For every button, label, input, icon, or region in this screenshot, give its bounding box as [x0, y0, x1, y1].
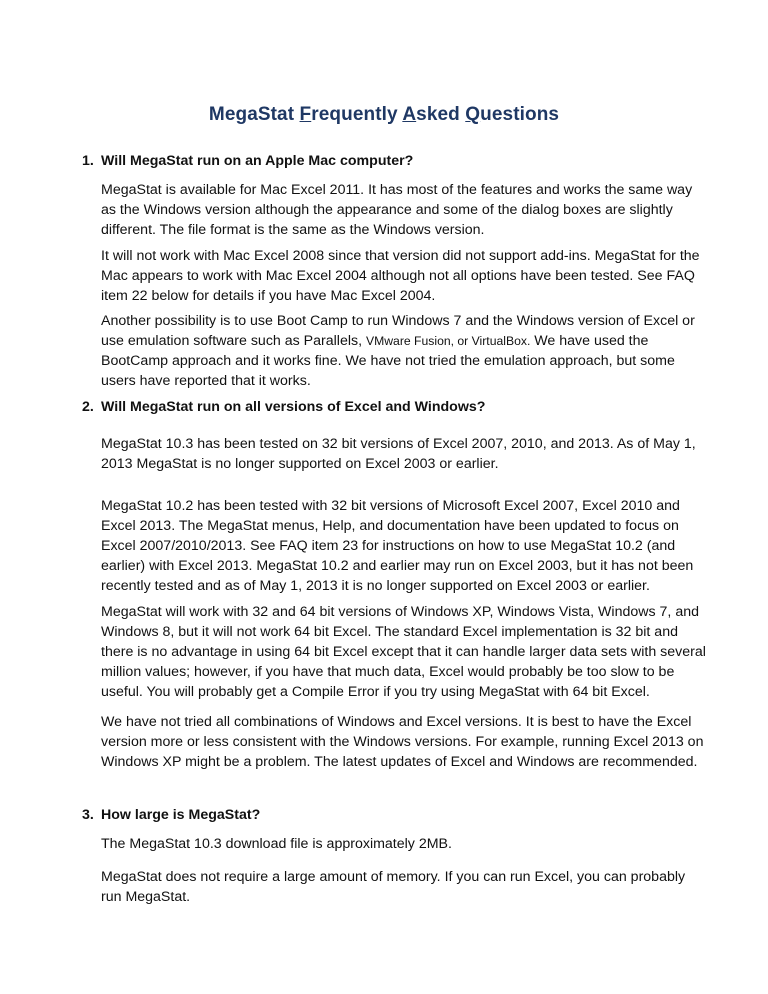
- answer-paragraph: MegaStat 10.2 has been tested with 32 bit versions of Microsoft Excel 2007, Excel 2010 and Excel 2013. The MegaStat menus, Help, and documentation have been updated to focus on Excel 2007/2010/2013. See FAQ item 23 for instructions on how to use MegaStat 10.2 (and earlier) with Excel 2013. MegaStat 10.2 and earlier may run on Excel 2003, but it has not been recently tested and as of May 1, 2013 it is no longer supported on Excel 2003 or earlier.: [101, 498, 694, 594]
- answer-text: We have used the: [530, 333, 649, 349]
- question-heading: How large is MegaStat?: [101, 807, 261, 823]
- page-title: [0, 104, 768, 126]
- answer-paragraph: MegaStat will work with 32 and 64 bit versions of Windows XP, Windows Vista, Windows 7, and Windows 8, but it will not work 64 bit Excel. The standard Excel implementation is 32 bit and there is no advantage in using 64 bit Excel except that it can handle larger data sets with several million values; however, if you have that much data, Excel would probably be too slow to be useful. You will probably get a Compile Error if you try using MegaStat with 64 bit Excel.: [101, 604, 706, 700]
- answer-text-small: VMware Fusion, or VirtualBox.: [365, 334, 531, 348]
- title-letter-f: F: [299, 104, 312, 125]
- answer-paragraph: We have not tried all combinations of Windows and Excel versions. It is best to have the Excel version more or less consistent with the Windows versions. For example, running Excel 2013 on Windows XP might be a problem. The latest updates of Excel and Windows are recommended.: [101, 714, 704, 770]
- question-number: 1.: [82, 153, 94, 169]
- question-number: 3.: [82, 807, 94, 823]
- title-text: uestions: [480, 104, 560, 125]
- answer-paragraph: The MegaStat 10.3 download file is approximately 2MB.: [101, 836, 452, 852]
- title-text: requently: [311, 104, 403, 125]
- title-text: sked: [416, 104, 466, 125]
- answer-paragraph: MegaStat is available for Mac Excel 2011. It has most of the features and works the same way as the Windows version although the appearance and some of the dialog boxes are slightly different. The file format is the same as the Windows version.: [101, 182, 693, 238]
- question-number: 2.: [82, 399, 94, 415]
- answer-text: Another possibility is to use Boot Camp to run Windows 7 and the Windows version of Excel or use emulation software such as Parallels,: [101, 313, 695, 349]
- title-letter-q: Q: [465, 104, 481, 125]
- answer-paragraph: MegaStat 10.3 has been tested on 32 bit versions of Excel 2007, 2010, and 2013. As of May 1, 2013 MegaStat is no longer supported on Excel 2003 or earlier.: [101, 436, 696, 472]
- title-letter-a: A: [402, 104, 417, 125]
- answer-paragraph: [101, 311, 707, 391]
- question-heading: Will MegaStat run on all versions of Excel and Windows?: [101, 399, 486, 415]
- question-heading: Will MegaStat run on an Apple Mac computer?: [101, 153, 414, 169]
- answer-paragraph: It will not work with Mac Excel 2008 since that version did not support add-ins. MegaStat for the Mac appears to work with Mac Excel 2004 although not all options have been tested. See FAQ item 22 below for details if you have Mac Excel 2004.: [101, 248, 700, 304]
- answer-text: BootCamp approach and it works fine. We have not tried the emulation approach, but some users have reported that it works.: [101, 353, 675, 389]
- answer-paragraph: MegaStat does not require a large amount of memory. If you can run Excel, you can probably run MegaStat.: [101, 869, 686, 905]
- title-text: MegaStat: [208, 104, 300, 125]
